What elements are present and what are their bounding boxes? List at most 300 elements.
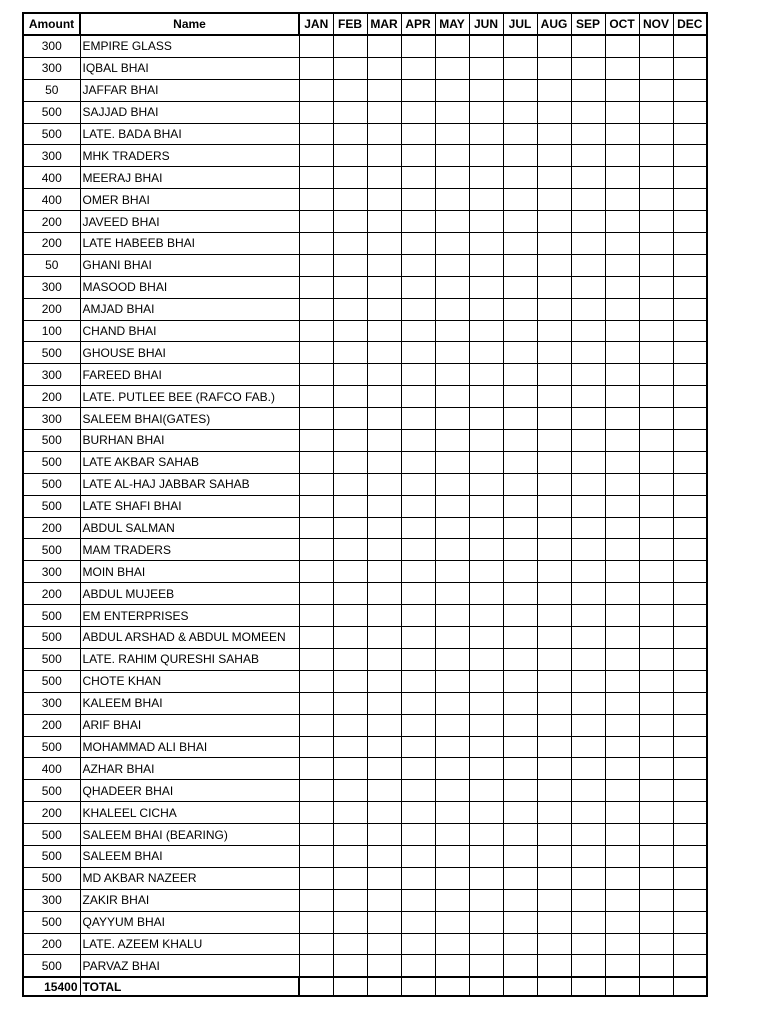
month-cell-oct[interactable] <box>605 57 639 79</box>
month-cell-may[interactable] <box>435 408 469 430</box>
month-cell-apr[interactable] <box>401 867 435 889</box>
month-cell-jun[interactable] <box>469 211 503 233</box>
month-cell-jun[interactable] <box>469 35 503 57</box>
month-cell-feb[interactable] <box>333 889 367 911</box>
month-cell-jan[interactable] <box>299 386 333 408</box>
month-cell-may[interactable] <box>435 35 469 57</box>
month-cell-dec[interactable] <box>673 517 707 539</box>
month-cell-sep[interactable] <box>571 211 605 233</box>
month-cell-jul[interactable] <box>503 539 537 561</box>
month-cell-aug[interactable] <box>537 802 571 824</box>
month-cell-jan[interactable] <box>299 845 333 867</box>
month-cell-apr[interactable] <box>401 35 435 57</box>
month-cell-jan[interactable] <box>299 911 333 933</box>
month-cell-jan[interactable] <box>299 189 333 211</box>
month-cell-may[interactable] <box>435 211 469 233</box>
month-cell-oct[interactable] <box>605 495 639 517</box>
month-cell-aug[interactable] <box>537 627 571 649</box>
month-cell-mar[interactable] <box>367 955 401 977</box>
month-cell-jul[interactable] <box>503 57 537 79</box>
month-cell-jun[interactable] <box>469 845 503 867</box>
total-cell-jun[interactable] <box>469 977 503 996</box>
month-cell-aug[interactable] <box>537 167 571 189</box>
month-cell-jan[interactable] <box>299 802 333 824</box>
month-cell-feb[interactable] <box>333 670 367 692</box>
month-cell-jul[interactable] <box>503 517 537 539</box>
month-cell-sep[interactable] <box>571 933 605 955</box>
month-cell-sep[interactable] <box>571 254 605 276</box>
month-cell-jul[interactable] <box>503 451 537 473</box>
month-cell-nov[interactable] <box>639 845 673 867</box>
month-cell-aug[interactable] <box>537 101 571 123</box>
month-cell-aug[interactable] <box>537 955 571 977</box>
month-cell-nov[interactable] <box>639 451 673 473</box>
month-cell-oct[interactable] <box>605 845 639 867</box>
month-cell-sep[interactable] <box>571 386 605 408</box>
month-cell-dec[interactable] <box>673 408 707 430</box>
month-cell-aug[interactable] <box>537 583 571 605</box>
month-cell-jun[interactable] <box>469 517 503 539</box>
month-cell-jul[interactable] <box>503 145 537 167</box>
month-cell-dec[interactable] <box>673 802 707 824</box>
month-cell-nov[interactable] <box>639 57 673 79</box>
month-cell-apr[interactable] <box>401 123 435 145</box>
month-cell-apr[interactable] <box>401 824 435 846</box>
month-cell-apr[interactable] <box>401 342 435 364</box>
month-cell-may[interactable] <box>435 605 469 627</box>
month-cell-feb[interactable] <box>333 145 367 167</box>
month-cell-jan[interactable] <box>299 211 333 233</box>
month-cell-jan[interactable] <box>299 627 333 649</box>
month-cell-sep[interactable] <box>571 758 605 780</box>
total-cell-jan[interactable] <box>299 977 333 996</box>
month-cell-may[interactable] <box>435 79 469 101</box>
month-cell-nov[interactable] <box>639 189 673 211</box>
month-cell-sep[interactable] <box>571 123 605 145</box>
month-cell-may[interactable] <box>435 123 469 145</box>
month-cell-apr[interactable] <box>401 911 435 933</box>
month-cell-feb[interactable] <box>333 627 367 649</box>
month-cell-aug[interactable] <box>537 867 571 889</box>
month-cell-jun[interactable] <box>469 736 503 758</box>
month-cell-feb[interactable] <box>333 35 367 57</box>
month-cell-sep[interactable] <box>571 57 605 79</box>
month-cell-sep[interactable] <box>571 911 605 933</box>
month-cell-jan[interactable] <box>299 298 333 320</box>
month-cell-dec[interactable] <box>673 670 707 692</box>
month-cell-oct[interactable] <box>605 605 639 627</box>
total-cell-mar[interactable] <box>367 977 401 996</box>
month-cell-feb[interactable] <box>333 189 367 211</box>
month-cell-oct[interactable] <box>605 101 639 123</box>
month-cell-jun[interactable] <box>469 758 503 780</box>
month-cell-oct[interactable] <box>605 320 639 342</box>
month-cell-apr[interactable] <box>401 692 435 714</box>
month-cell-nov[interactable] <box>639 824 673 846</box>
month-cell-jun[interactable] <box>469 911 503 933</box>
month-cell-aug[interactable] <box>537 692 571 714</box>
month-cell-feb[interactable] <box>333 342 367 364</box>
month-cell-mar[interactable] <box>367 780 401 802</box>
month-cell-aug[interactable] <box>537 386 571 408</box>
month-cell-jan[interactable] <box>299 342 333 364</box>
month-cell-aug[interactable] <box>537 824 571 846</box>
month-cell-mar[interactable] <box>367 867 401 889</box>
month-cell-jun[interactable] <box>469 933 503 955</box>
month-cell-aug[interactable] <box>537 408 571 430</box>
month-cell-apr[interactable] <box>401 955 435 977</box>
month-cell-jul[interactable] <box>503 408 537 430</box>
month-cell-oct[interactable] <box>605 648 639 670</box>
month-cell-jul[interactable] <box>503 670 537 692</box>
month-cell-nov[interactable] <box>639 276 673 298</box>
month-cell-oct[interactable] <box>605 670 639 692</box>
month-cell-jan[interactable] <box>299 233 333 255</box>
month-cell-jul[interactable] <box>503 845 537 867</box>
month-cell-sep[interactable] <box>571 714 605 736</box>
month-cell-mar[interactable] <box>367 933 401 955</box>
month-cell-nov[interactable] <box>639 714 673 736</box>
month-cell-apr[interactable] <box>401 430 435 452</box>
month-cell-jun[interactable] <box>469 451 503 473</box>
month-cell-feb[interactable] <box>333 780 367 802</box>
month-cell-jul[interactable] <box>503 79 537 101</box>
total-cell-may[interactable] <box>435 977 469 996</box>
month-cell-dec[interactable] <box>673 824 707 846</box>
month-cell-jul[interactable] <box>503 386 537 408</box>
month-cell-sep[interactable] <box>571 276 605 298</box>
month-cell-sep[interactable] <box>571 736 605 758</box>
month-cell-may[interactable] <box>435 430 469 452</box>
month-cell-nov[interactable] <box>639 517 673 539</box>
month-cell-jan[interactable] <box>299 692 333 714</box>
month-cell-sep[interactable] <box>571 342 605 364</box>
month-cell-may[interactable] <box>435 320 469 342</box>
month-cell-jun[interactable] <box>469 298 503 320</box>
month-cell-sep[interactable] <box>571 802 605 824</box>
month-cell-mar[interactable] <box>367 583 401 605</box>
total-cell-aug[interactable] <box>537 977 571 996</box>
month-cell-may[interactable] <box>435 189 469 211</box>
month-cell-may[interactable] <box>435 451 469 473</box>
month-cell-sep[interactable] <box>571 955 605 977</box>
month-cell-dec[interactable] <box>673 583 707 605</box>
month-cell-feb[interactable] <box>333 911 367 933</box>
month-cell-mar[interactable] <box>367 342 401 364</box>
month-cell-jul[interactable] <box>503 276 537 298</box>
month-cell-jan[interactable] <box>299 867 333 889</box>
month-cell-jul[interactable] <box>503 736 537 758</box>
month-cell-nov[interactable] <box>639 802 673 824</box>
month-cell-dec[interactable] <box>673 692 707 714</box>
month-cell-dec[interactable] <box>673 320 707 342</box>
month-cell-oct[interactable] <box>605 955 639 977</box>
month-cell-feb[interactable] <box>333 955 367 977</box>
month-cell-nov[interactable] <box>639 211 673 233</box>
month-cell-apr[interactable] <box>401 364 435 386</box>
month-cell-feb[interactable] <box>333 254 367 276</box>
month-cell-mar[interactable] <box>367 298 401 320</box>
month-cell-mar[interactable] <box>367 364 401 386</box>
month-cell-mar[interactable] <box>367 451 401 473</box>
month-cell-jul[interactable] <box>503 211 537 233</box>
month-cell-aug[interactable] <box>537 561 571 583</box>
month-cell-dec[interactable] <box>673 889 707 911</box>
month-cell-feb[interactable] <box>333 57 367 79</box>
month-cell-may[interactable] <box>435 298 469 320</box>
month-cell-aug[interactable] <box>537 211 571 233</box>
month-cell-sep[interactable] <box>571 35 605 57</box>
month-cell-sep[interactable] <box>571 845 605 867</box>
month-cell-oct[interactable] <box>605 276 639 298</box>
month-cell-dec[interactable] <box>673 254 707 276</box>
month-cell-may[interactable] <box>435 233 469 255</box>
month-cell-mar[interactable] <box>367 233 401 255</box>
month-cell-nov[interactable] <box>639 145 673 167</box>
month-cell-sep[interactable] <box>571 824 605 846</box>
month-cell-oct[interactable] <box>605 233 639 255</box>
month-cell-may[interactable] <box>435 867 469 889</box>
month-cell-aug[interactable] <box>537 35 571 57</box>
month-cell-may[interactable] <box>435 955 469 977</box>
month-cell-jul[interactable] <box>503 298 537 320</box>
month-cell-may[interactable] <box>435 145 469 167</box>
month-cell-feb[interactable] <box>333 320 367 342</box>
month-cell-may[interactable] <box>435 714 469 736</box>
month-cell-jun[interactable] <box>469 79 503 101</box>
total-cell-sep[interactable] <box>571 977 605 996</box>
month-cell-feb[interactable] <box>333 824 367 846</box>
month-cell-may[interactable] <box>435 824 469 846</box>
month-cell-feb[interactable] <box>333 933 367 955</box>
month-cell-dec[interactable] <box>673 211 707 233</box>
month-cell-jan[interactable] <box>299 101 333 123</box>
month-cell-jan[interactable] <box>299 955 333 977</box>
month-cell-mar[interactable] <box>367 627 401 649</box>
month-cell-mar[interactable] <box>367 473 401 495</box>
month-cell-may[interactable] <box>435 473 469 495</box>
month-cell-jun[interactable] <box>469 780 503 802</box>
month-cell-may[interactable] <box>435 736 469 758</box>
month-cell-aug[interactable] <box>537 320 571 342</box>
month-cell-apr[interactable] <box>401 189 435 211</box>
month-cell-nov[interactable] <box>639 364 673 386</box>
month-cell-apr[interactable] <box>401 758 435 780</box>
month-cell-jul[interactable] <box>503 320 537 342</box>
month-cell-nov[interactable] <box>639 79 673 101</box>
month-cell-dec[interactable] <box>673 561 707 583</box>
month-cell-oct[interactable] <box>605 627 639 649</box>
month-cell-jun[interactable] <box>469 824 503 846</box>
month-cell-jul[interactable] <box>503 35 537 57</box>
month-cell-sep[interactable] <box>571 451 605 473</box>
month-cell-jan[interactable] <box>299 714 333 736</box>
month-cell-jul[interactable] <box>503 627 537 649</box>
month-cell-feb[interactable] <box>333 233 367 255</box>
month-cell-apr[interactable] <box>401 451 435 473</box>
month-cell-nov[interactable] <box>639 955 673 977</box>
month-cell-sep[interactable] <box>571 539 605 561</box>
month-cell-jan[interactable] <box>299 758 333 780</box>
month-cell-sep[interactable] <box>571 780 605 802</box>
month-cell-oct[interactable] <box>605 889 639 911</box>
month-cell-dec[interactable] <box>673 364 707 386</box>
month-cell-nov[interactable] <box>639 123 673 145</box>
month-cell-feb[interactable] <box>333 101 367 123</box>
month-cell-apr[interactable] <box>401 583 435 605</box>
month-cell-jul[interactable] <box>503 802 537 824</box>
month-cell-dec[interactable] <box>673 539 707 561</box>
month-cell-may[interactable] <box>435 845 469 867</box>
month-cell-nov[interactable] <box>639 583 673 605</box>
month-cell-may[interactable] <box>435 539 469 561</box>
month-cell-oct[interactable] <box>605 473 639 495</box>
month-cell-mar[interactable] <box>367 845 401 867</box>
month-cell-apr[interactable] <box>401 736 435 758</box>
month-cell-oct[interactable] <box>605 824 639 846</box>
month-cell-dec[interactable] <box>673 451 707 473</box>
month-cell-apr[interactable] <box>401 627 435 649</box>
month-cell-jul[interactable] <box>503 430 537 452</box>
month-cell-sep[interactable] <box>571 233 605 255</box>
month-cell-may[interactable] <box>435 933 469 955</box>
month-cell-aug[interactable] <box>537 495 571 517</box>
month-cell-jun[interactable] <box>469 605 503 627</box>
month-cell-feb[interactable] <box>333 692 367 714</box>
month-cell-feb[interactable] <box>333 758 367 780</box>
month-cell-may[interactable] <box>435 758 469 780</box>
month-cell-apr[interactable] <box>401 101 435 123</box>
month-cell-sep[interactable] <box>571 517 605 539</box>
month-cell-aug[interactable] <box>537 648 571 670</box>
month-cell-aug[interactable] <box>537 605 571 627</box>
month-cell-jun[interactable] <box>469 802 503 824</box>
month-cell-apr[interactable] <box>401 802 435 824</box>
month-cell-may[interactable] <box>435 342 469 364</box>
month-cell-jun[interactable] <box>469 276 503 298</box>
month-cell-jun[interactable] <box>469 583 503 605</box>
month-cell-dec[interactable] <box>673 123 707 145</box>
total-cell-oct[interactable] <box>605 977 639 996</box>
month-cell-may[interactable] <box>435 254 469 276</box>
month-cell-mar[interactable] <box>367 824 401 846</box>
month-cell-jul[interactable] <box>503 780 537 802</box>
month-cell-sep[interactable] <box>571 320 605 342</box>
month-cell-apr[interactable] <box>401 561 435 583</box>
month-cell-dec[interactable] <box>673 648 707 670</box>
month-cell-mar[interactable] <box>367 714 401 736</box>
month-cell-nov[interactable] <box>639 233 673 255</box>
month-cell-nov[interactable] <box>639 342 673 364</box>
month-cell-apr[interactable] <box>401 845 435 867</box>
month-cell-apr[interactable] <box>401 320 435 342</box>
month-cell-dec[interactable] <box>673 911 707 933</box>
month-cell-dec[interactable] <box>673 758 707 780</box>
total-cell-apr[interactable] <box>401 977 435 996</box>
month-cell-apr[interactable] <box>401 408 435 430</box>
month-cell-dec[interactable] <box>673 736 707 758</box>
month-cell-nov[interactable] <box>639 320 673 342</box>
month-cell-dec[interactable] <box>673 276 707 298</box>
month-cell-oct[interactable] <box>605 780 639 802</box>
month-cell-oct[interactable] <box>605 364 639 386</box>
month-cell-jan[interactable] <box>299 780 333 802</box>
month-cell-dec[interactable] <box>673 167 707 189</box>
month-cell-jul[interactable] <box>503 714 537 736</box>
month-cell-jan[interactable] <box>299 123 333 145</box>
month-cell-aug[interactable] <box>537 145 571 167</box>
month-cell-jul[interactable] <box>503 867 537 889</box>
month-cell-feb[interactable] <box>333 583 367 605</box>
month-cell-dec[interactable] <box>673 298 707 320</box>
month-cell-oct[interactable] <box>605 430 639 452</box>
month-cell-dec[interactable] <box>673 955 707 977</box>
month-cell-aug[interactable] <box>537 451 571 473</box>
month-cell-nov[interactable] <box>639 670 673 692</box>
month-cell-dec[interactable] <box>673 35 707 57</box>
month-cell-oct[interactable] <box>605 79 639 101</box>
month-cell-jan[interactable] <box>299 539 333 561</box>
month-cell-nov[interactable] <box>639 35 673 57</box>
month-cell-jun[interactable] <box>469 473 503 495</box>
month-cell-dec[interactable] <box>673 79 707 101</box>
month-cell-sep[interactable] <box>571 101 605 123</box>
month-cell-jun[interactable] <box>469 254 503 276</box>
month-cell-oct[interactable] <box>605 408 639 430</box>
month-cell-feb[interactable] <box>333 802 367 824</box>
month-cell-apr[interactable] <box>401 889 435 911</box>
month-cell-jun[interactable] <box>469 955 503 977</box>
month-cell-oct[interactable] <box>605 714 639 736</box>
month-cell-jan[interactable] <box>299 79 333 101</box>
month-cell-mar[interactable] <box>367 561 401 583</box>
month-cell-jun[interactable] <box>469 714 503 736</box>
month-cell-oct[interactable] <box>605 342 639 364</box>
month-cell-jul[interactable] <box>503 933 537 955</box>
month-cell-may[interactable] <box>435 648 469 670</box>
month-cell-sep[interactable] <box>571 692 605 714</box>
month-cell-oct[interactable] <box>605 386 639 408</box>
month-cell-jan[interactable] <box>299 276 333 298</box>
month-cell-feb[interactable] <box>333 539 367 561</box>
month-cell-jun[interactable] <box>469 561 503 583</box>
month-cell-oct[interactable] <box>605 539 639 561</box>
month-cell-may[interactable] <box>435 889 469 911</box>
month-cell-dec[interactable] <box>673 473 707 495</box>
month-cell-aug[interactable] <box>537 430 571 452</box>
month-cell-jun[interactable] <box>469 408 503 430</box>
month-cell-jul[interactable] <box>503 495 537 517</box>
month-cell-jun[interactable] <box>469 889 503 911</box>
month-cell-dec[interactable] <box>673 386 707 408</box>
month-cell-sep[interactable] <box>571 889 605 911</box>
month-cell-mar[interactable] <box>367 123 401 145</box>
month-cell-mar[interactable] <box>367 605 401 627</box>
month-cell-apr[interactable] <box>401 79 435 101</box>
month-cell-dec[interactable] <box>673 627 707 649</box>
month-cell-apr[interactable] <box>401 233 435 255</box>
month-cell-may[interactable] <box>435 364 469 386</box>
month-cell-mar[interactable] <box>367 189 401 211</box>
month-cell-jun[interactable] <box>469 167 503 189</box>
month-cell-dec[interactable] <box>673 933 707 955</box>
month-cell-apr[interactable] <box>401 211 435 233</box>
month-cell-mar[interactable] <box>367 889 401 911</box>
month-cell-mar[interactable] <box>367 167 401 189</box>
month-cell-jun[interactable] <box>469 123 503 145</box>
month-cell-aug[interactable] <box>537 189 571 211</box>
month-cell-nov[interactable] <box>639 539 673 561</box>
